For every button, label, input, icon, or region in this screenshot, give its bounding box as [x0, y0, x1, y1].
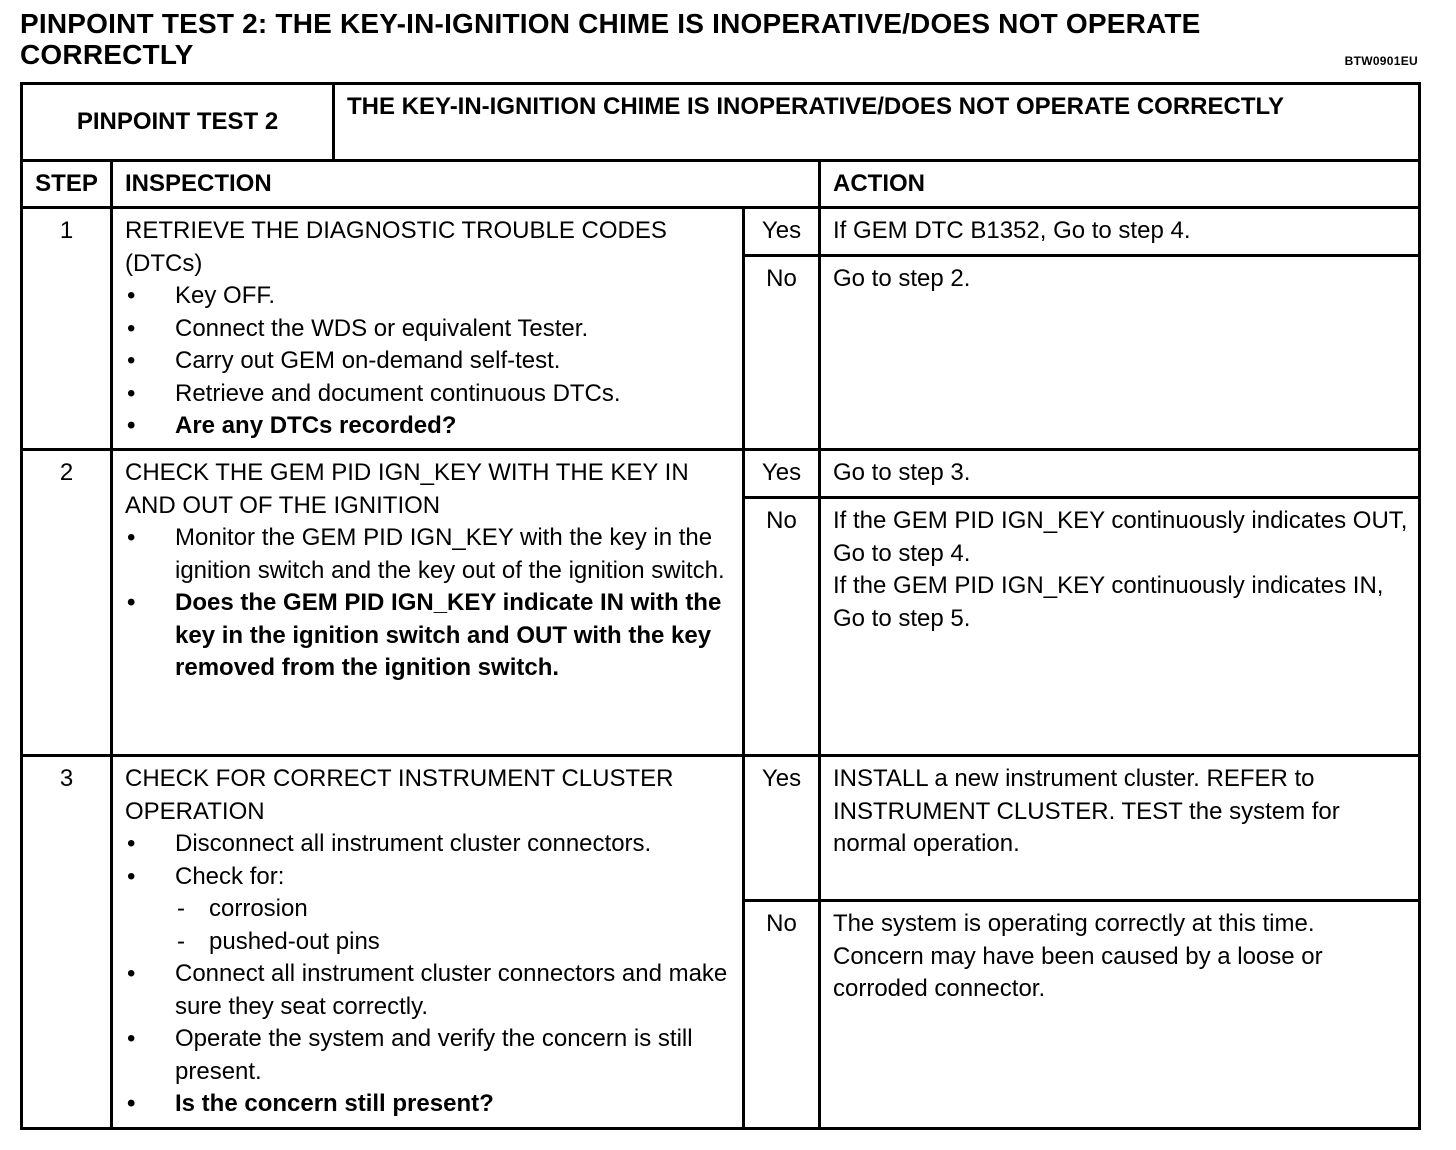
step-number: 1 — [22, 208, 112, 450]
table-row — [22, 756, 1420, 901]
step-title: CHECK THE GEM PID IGN_KEY WITH THE KEY IN AND OUT OF THE IGNITION — [125, 459, 689, 519]
step-number: 3 — [22, 756, 112, 1129]
list-item: • Carry out GEM on-demand self-test. — [125, 345, 736, 378]
list-item: • Operate the system and verify the concern is still present. — [125, 1023, 736, 1088]
table-header-test-number: PINPOINT TEST 2 — [22, 84, 334, 161]
table-row — [22, 450, 1420, 498]
inspection-bullets — [125, 522, 736, 685]
list-item: • Check for: — [125, 861, 736, 894]
sub-list-wrapper — [125, 893, 736, 958]
inspection-question: • Does the GEM PID IGN_KEY indicate IN with the key in the ignition switch and OUT with the key removed from the ignition switch. — [125, 587, 736, 685]
inspection-question: • Is the concern still present? — [125, 1088, 736, 1121]
no-action: Go to step 2. — [820, 256, 1420, 450]
no-action-line: If the GEM PID IGN_KEY continuously indicates IN, Go to step 5. — [833, 572, 1384, 632]
table-header-symptom: THE KEY-IN-IGNITION CHIME IS INOPERATIVE/DOES NOT OPERATE CORRECTLY — [334, 84, 1420, 161]
step-inspection — [112, 208, 744, 450]
yes-action: Go to step 3. — [820, 450, 1420, 498]
column-header-action: ACTION — [820, 161, 1420, 208]
table-row — [22, 208, 1420, 256]
table-title-row — [22, 84, 1420, 161]
sub-list — [175, 893, 736, 958]
list-item: • Disconnect all instrument cluster connectors. — [125, 828, 736, 861]
list-item: • Connect all instrument cluster connectors and make sure they seat correctly. — [125, 958, 736, 1023]
no-label: No — [744, 901, 820, 1129]
column-header-inspection: INSPECTION — [112, 161, 820, 208]
inspection-bullets — [125, 958, 736, 1121]
inspection-bullets — [125, 828, 736, 893]
no-label: No — [744, 256, 820, 450]
step-number: 2 — [22, 450, 112, 756]
list-item: • Monitor the GEM PID IGN_KEY with the key in the ignition switch and the key out of the ignition switch. — [125, 522, 736, 587]
yes-action: INSTALL a new instrument cluster. REFER to INSTRUMENT CLUSTER. TEST the system for normal operation. — [820, 756, 1420, 901]
inspection-bullets — [125, 280, 736, 443]
list-item: • Connect the WDS or equivalent Tester. — [125, 313, 736, 346]
list-item: • Key OFF. — [125, 280, 736, 313]
step-title: RETRIEVE THE DIAGNOSTIC TROUBLE CODES (DTCs) — [125, 217, 667, 277]
step-inspection — [112, 756, 744, 1129]
yes-label: Yes — [744, 756, 820, 901]
no-action — [820, 498, 1420, 756]
yes-label: Yes — [744, 450, 820, 498]
column-header-step: STEP — [22, 161, 112, 208]
page-title: PINPOINT TEST 2: THE KEY-IN-IGNITION CHIME IS INOPERATIVE/DOES NOT OPERATE CORRECTLY — [20, 8, 1201, 70]
step-title: CHECK FOR CORRECT INSTRUMENT CLUSTER OPERATION — [125, 765, 674, 825]
no-action-line: If the GEM PID IGN_KEY continuously indicates OUT, Go to step 4. — [833, 507, 1408, 567]
document-code: BTW0901EU — [1344, 54, 1418, 68]
list-item: • Retrieve and document continuous DTCs. — [125, 378, 736, 411]
sub-list-item: - corrosion — [175, 893, 736, 926]
no-action: The system is operating correctly at this time. Concern may have been caused by a loose or corroded connector. — [820, 901, 1420, 1129]
step-inspection — [112, 450, 744, 756]
no-label: No — [744, 498, 820, 756]
pinpoint-test-table — [20, 82, 1421, 1130]
sub-list-item: - pushed-out pins — [175, 926, 736, 959]
yes-label: Yes — [744, 208, 820, 256]
column-header-row — [22, 161, 1420, 208]
yes-action: If GEM DTC B1352, Go to step 4. — [820, 208, 1420, 256]
inspection-question: • Are any DTCs recorded? — [125, 410, 736, 443]
